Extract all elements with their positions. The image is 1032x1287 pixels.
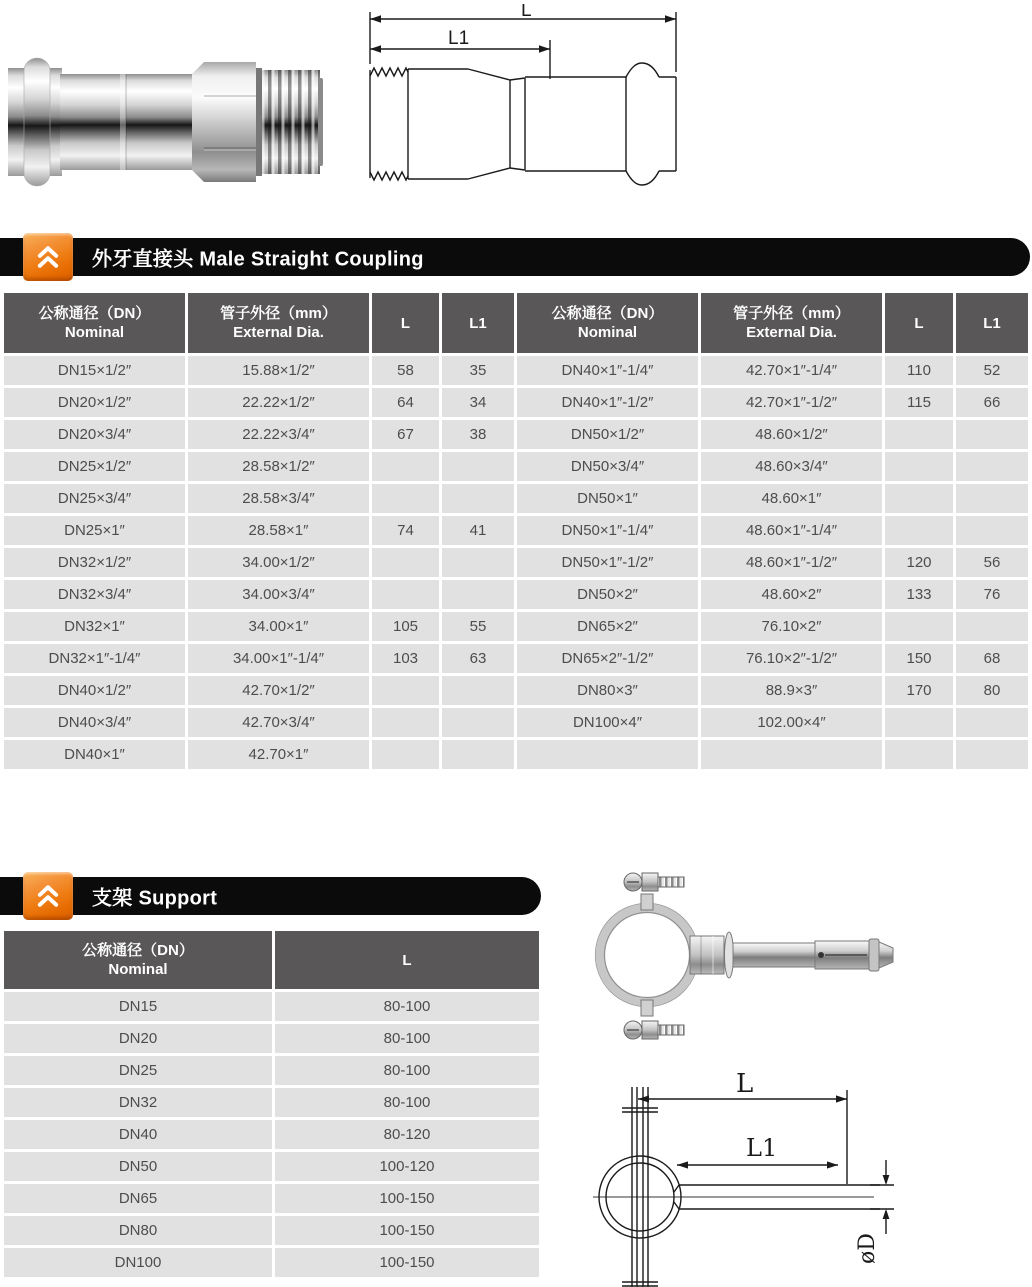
column-header: L1 <box>956 293 1028 353</box>
hex-nut <box>204 62 256 182</box>
column-header: 公称通径（DN） Nominal <box>4 931 272 989</box>
table-cell <box>372 548 439 577</box>
table-cell: 48.60×1″-1/4″ <box>701 516 882 545</box>
table-cell <box>885 420 953 449</box>
table-cell <box>442 548 514 577</box>
table-cell: DN80 <box>4 1216 272 1245</box>
table-cell: DN40×1″-1/2″ <box>517 388 698 417</box>
table-cell: DN50×1″ <box>517 484 698 513</box>
table-cell: 100-150 <box>275 1184 539 1213</box>
clamp-flange-top <box>641 894 653 910</box>
table-cell: 28.58×1″ <box>188 516 369 545</box>
column-header: 公称通径（DN） Nominal <box>4 293 185 353</box>
table-cell <box>885 612 953 641</box>
table-cell <box>442 708 514 737</box>
table-cell: 55 <box>442 612 514 641</box>
table-row <box>4 1024 539 1053</box>
table-cell: DN65×2″-1/2″ <box>517 644 698 673</box>
coupling-drawing <box>358 4 693 199</box>
table-row <box>4 708 1028 737</box>
table-cell: DN32×3/4″ <box>4 580 185 609</box>
table-row <box>4 1184 539 1213</box>
column-header: L <box>885 293 953 353</box>
table-cell: 48.60×2″ <box>701 580 882 609</box>
table-cell: 38 <box>442 420 514 449</box>
table-cell: 68 <box>956 644 1028 673</box>
table-row <box>4 484 1028 513</box>
table-cell <box>956 740 1028 769</box>
table-cell: 28.58×1/2″ <box>188 452 369 481</box>
table-cell <box>885 516 953 545</box>
table-cell: 58 <box>372 356 439 385</box>
table-cell: 115 <box>885 388 953 417</box>
table-cell: 88.9×3″ <box>701 676 882 705</box>
table-cell: 48.60×1/2″ <box>701 420 882 449</box>
hex-chamfer <box>192 62 204 182</box>
table-cell: 64 <box>372 388 439 417</box>
chevron-badge <box>23 233 73 281</box>
table-cell: 100-120 <box>275 1152 539 1181</box>
dim-label-l: L <box>521 4 532 21</box>
table-row <box>4 516 1028 545</box>
table-row <box>4 1216 539 1245</box>
table-cell: 67 <box>372 420 439 449</box>
dim-label-l: L <box>736 1072 754 1099</box>
table-cell <box>517 740 698 769</box>
table-cell: 120 <box>885 548 953 577</box>
table-cell: 42.70×1″ <box>188 740 369 769</box>
table-cell: 100-150 <box>275 1216 539 1245</box>
table-cell <box>885 708 953 737</box>
table-row <box>4 992 539 1021</box>
table-cell: 80-100 <box>275 1024 539 1053</box>
table-cell <box>372 580 439 609</box>
table-row <box>4 1120 539 1149</box>
table-cell <box>885 740 953 769</box>
table-row <box>4 1056 539 1085</box>
table-cell: DN50×1″-1/2″ <box>517 548 698 577</box>
column-header: L <box>372 293 439 353</box>
table-cell: 42.70×1″-1/2″ <box>701 388 882 417</box>
table-cell: 48.60×1″ <box>701 484 882 513</box>
table-row <box>4 612 1028 641</box>
table-cell <box>372 708 439 737</box>
table-cell <box>956 484 1028 513</box>
coupling-section-band <box>0 238 1030 276</box>
table-cell <box>442 452 514 481</box>
table-cell: 28.58×3/4″ <box>188 484 369 513</box>
table-cell: 34 <box>442 388 514 417</box>
table-cell: DN25×1″ <box>4 516 185 545</box>
table-cell: DN40×1″-1/4″ <box>517 356 698 385</box>
table-cell: 105 <box>372 612 439 641</box>
support-drawing <box>578 1072 918 1287</box>
support-photo <box>575 858 915 1058</box>
table-cell: 103 <box>372 644 439 673</box>
support-spec-table <box>1 928 542 1280</box>
table-cell: 80-120 <box>275 1120 539 1149</box>
table-cell: DN50×3/4″ <box>517 452 698 481</box>
clamp-flange-bottom <box>641 1000 653 1016</box>
table-cell: DN50×2″ <box>517 580 698 609</box>
table-cell: DN32 <box>4 1088 272 1117</box>
table-cell: DN65×2″ <box>517 612 698 641</box>
table-cell: DN50 <box>4 1152 272 1181</box>
table-row <box>4 548 1028 577</box>
column-header: L <box>275 931 539 989</box>
table-cell <box>442 484 514 513</box>
table-row <box>4 676 1028 705</box>
table-cell <box>956 452 1028 481</box>
table-cell: 80-100 <box>275 992 539 1021</box>
table-cell: DN32×1/2″ <box>4 548 185 577</box>
table-cell: 56 <box>956 548 1028 577</box>
table-cell: 80-100 <box>275 1056 539 1085</box>
support-section-band <box>0 877 541 915</box>
table-cell: 22.22×3/4″ <box>188 420 369 449</box>
chevron-badge <box>23 872 73 920</box>
table-cell: 34.00×1/2″ <box>188 548 369 577</box>
table-cell: 150 <box>885 644 953 673</box>
table-cell: DN80×3″ <box>517 676 698 705</box>
table-cell: 170 <box>885 676 953 705</box>
table-cell <box>442 740 514 769</box>
table-cell: DN25×1/2″ <box>4 452 185 481</box>
table-cell: 41 <box>442 516 514 545</box>
washer <box>725 932 734 978</box>
table-cell: DN20 <box>4 1024 272 1053</box>
table-cell: 48.60×1″-1/2″ <box>701 548 882 577</box>
table-cell: 42.70×1/2″ <box>188 676 369 705</box>
table-cell: DN40 <box>4 1120 272 1149</box>
coupling-photo <box>8 52 323 192</box>
table-cell: DN20×1/2″ <box>4 388 185 417</box>
table-row <box>4 1248 539 1277</box>
table-cell: DN40×1/2″ <box>4 676 185 705</box>
coupling-spec-table <box>1 290 1031 772</box>
coupling-section-title: 外牙直接头 Male Straight Coupling <box>92 248 424 271</box>
table-cell <box>372 740 439 769</box>
column-header: 公称通径（DN） Nominal <box>517 293 698 353</box>
bolt-stud-bottom <box>658 1025 684 1035</box>
table-cell <box>885 484 953 513</box>
dim-label-l1: L1 <box>746 1134 778 1162</box>
dim-label-l1: L1 <box>448 28 470 49</box>
double-chevron-up-icon <box>34 242 62 272</box>
column-header: 管子外径（mm） External Dia. <box>188 293 369 353</box>
table-cell: 34.00×1″-1/4″ <box>188 644 369 673</box>
table-cell <box>442 676 514 705</box>
table-cell <box>442 580 514 609</box>
table-cell: 42.70×3/4″ <box>188 708 369 737</box>
table-cell: 133 <box>885 580 953 609</box>
table-cell: 76 <box>956 580 1028 609</box>
table-cell: DN65 <box>4 1184 272 1213</box>
table-cell: DN25×3/4″ <box>4 484 185 513</box>
table-cell <box>372 452 439 481</box>
support-section-title: 支架 Support <box>92 887 218 910</box>
table-row <box>4 644 1028 673</box>
table-header-row <box>4 931 539 989</box>
table-cell: DN15 <box>4 992 272 1021</box>
table-cell: 35 <box>442 356 514 385</box>
double-chevron-up-icon <box>34 881 62 911</box>
table-cell <box>701 740 882 769</box>
table-cell: 52 <box>956 356 1028 385</box>
table-cell: 76.10×2″-1/2″ <box>701 644 882 673</box>
table-cell: 15.88×1/2″ <box>188 356 369 385</box>
table-cell: 34.00×3/4″ <box>188 580 369 609</box>
table-cell <box>956 708 1028 737</box>
table-cell: 80 <box>956 676 1028 705</box>
table-cell: 22.22×1/2″ <box>188 388 369 417</box>
table-cell: 34.00×1″ <box>188 612 369 641</box>
table-cell: DN15×1/2″ <box>4 356 185 385</box>
connector-nut <box>690 936 724 974</box>
table-cell: DN32×1″-1/4″ <box>4 644 185 673</box>
table-cell: 110 <box>885 356 953 385</box>
table-cell: 80-100 <box>275 1088 539 1117</box>
press-bead <box>24 58 50 186</box>
table-cell: DN50×1″-1/4″ <box>517 516 698 545</box>
table-row <box>4 740 1028 769</box>
table-cell: DN40×1″ <box>4 740 185 769</box>
table-cell: 74 <box>372 516 439 545</box>
table-cell: 63 <box>442 644 514 673</box>
table-cell: 100-150 <box>275 1248 539 1277</box>
table-cell: DN100 <box>4 1248 272 1277</box>
bolt-stud-top <box>658 877 684 887</box>
table-cell <box>956 420 1028 449</box>
table-row <box>4 420 1028 449</box>
table-cell: DN32×1″ <box>4 612 185 641</box>
table-cell: DN100×4″ <box>517 708 698 737</box>
table-cell <box>372 484 439 513</box>
table-cell <box>956 612 1028 641</box>
table-cell: DN25 <box>4 1056 272 1085</box>
table-cell <box>885 452 953 481</box>
table-row <box>4 1152 539 1181</box>
table-cell: DN50×1/2″ <box>517 420 698 449</box>
column-header: L1 <box>442 293 514 353</box>
table-cell: DN20×3/4″ <box>4 420 185 449</box>
table-cell: 66 <box>956 388 1028 417</box>
table-row <box>4 452 1028 481</box>
column-header: 管子外径（mm） External Dia. <box>701 293 882 353</box>
table-row <box>4 580 1028 609</box>
table-cell <box>956 516 1028 545</box>
table-cell <box>372 676 439 705</box>
table-cell: 48.60×3/4″ <box>701 452 882 481</box>
dim-label-d: øD <box>855 1233 880 1264</box>
table-cell: DN40×3/4″ <box>4 708 185 737</box>
table-cell: 76.10×2″ <box>701 612 882 641</box>
table-row <box>4 388 1028 417</box>
table-cell: 102.00×4″ <box>701 708 882 737</box>
table-row <box>4 356 1028 385</box>
table-header-row <box>4 293 1028 353</box>
table-cell: 42.70×1″-1/4″ <box>701 356 882 385</box>
table-row <box>4 1088 539 1117</box>
